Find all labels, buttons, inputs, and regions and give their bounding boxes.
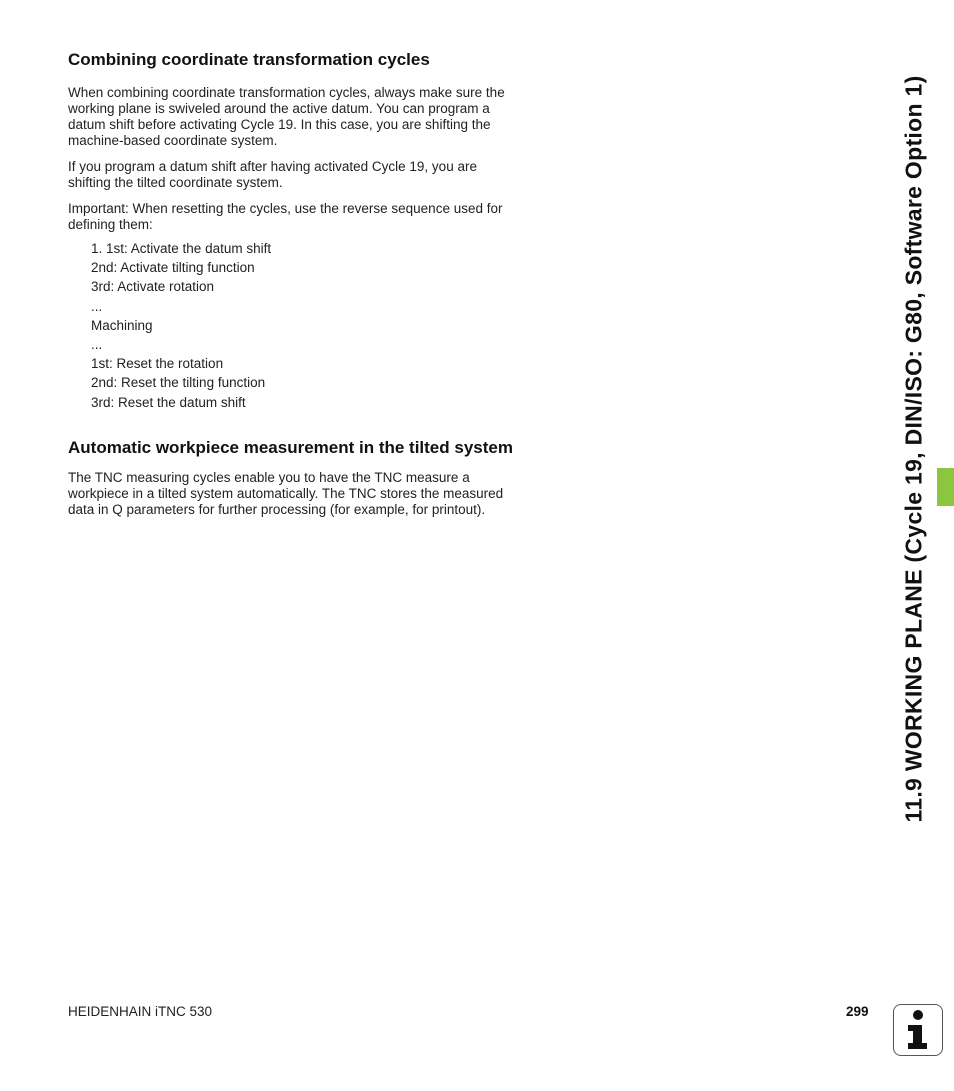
page-number: 299 bbox=[846, 1004, 869, 1019]
paragraph: The TNC measuring cycles enable you to have the TNC measure a workpiece in a tilted system automatically. The TNC stores the measured data in Q parameters for further processing (for example, for printout). bbox=[68, 469, 504, 517]
section-heading-automatic-measurement: Automatic workpiece measurement in the tilted system bbox=[68, 437, 513, 457]
list-item: 3rd: Reset the datum shift bbox=[91, 394, 246, 410]
list-item: 3rd: Activate rotation bbox=[91, 279, 215, 295]
paragraph: If you program a datum shift after having activated Cycle 19, you are shifting the tilted coordinate system. bbox=[68, 159, 477, 190]
info-icon bbox=[893, 1004, 943, 1056]
list-item: 1st: Reset the rotation bbox=[91, 356, 224, 372]
paragraph: When combining coordinate transformation cycles, always make sure the working plane is swiveled around the active datum. You can program a datum shift before activating Cycle 19. In this case, you are shifting the machine-based coordinate system. bbox=[68, 85, 505, 148]
chapter-side-title bbox=[888, 32, 940, 865]
section-heading-combining: Combining coordinate transformation cycles bbox=[68, 50, 430, 69]
paragraph: Important: When resetting the cycles, use the reverse sequence used for defining them: bbox=[68, 201, 503, 232]
chapter-title-text: 11.9 WORKING PLANE (Cycle 19, DIN/ISO: G80, Software Option 1) bbox=[900, 74, 927, 823]
step-list bbox=[68, 239, 513, 412]
list-item: 1. 1st: Activate the datum shift bbox=[91, 241, 272, 256]
list-item: ... bbox=[91, 337, 103, 353]
page-content bbox=[68, 48, 513, 518]
info-glyph-icon bbox=[894, 1005, 941, 1054]
list-item: Machining bbox=[91, 317, 153, 333]
list-item: 2nd: Activate tilting function bbox=[91, 260, 255, 276]
chapter-tab-marker bbox=[937, 468, 954, 506]
footer-product-name: HEIDENHAIN iTNC 530 bbox=[68, 1004, 213, 1019]
list-item: 2nd: Reset the tilting function bbox=[91, 375, 266, 391]
list-item: ... bbox=[91, 298, 103, 314]
